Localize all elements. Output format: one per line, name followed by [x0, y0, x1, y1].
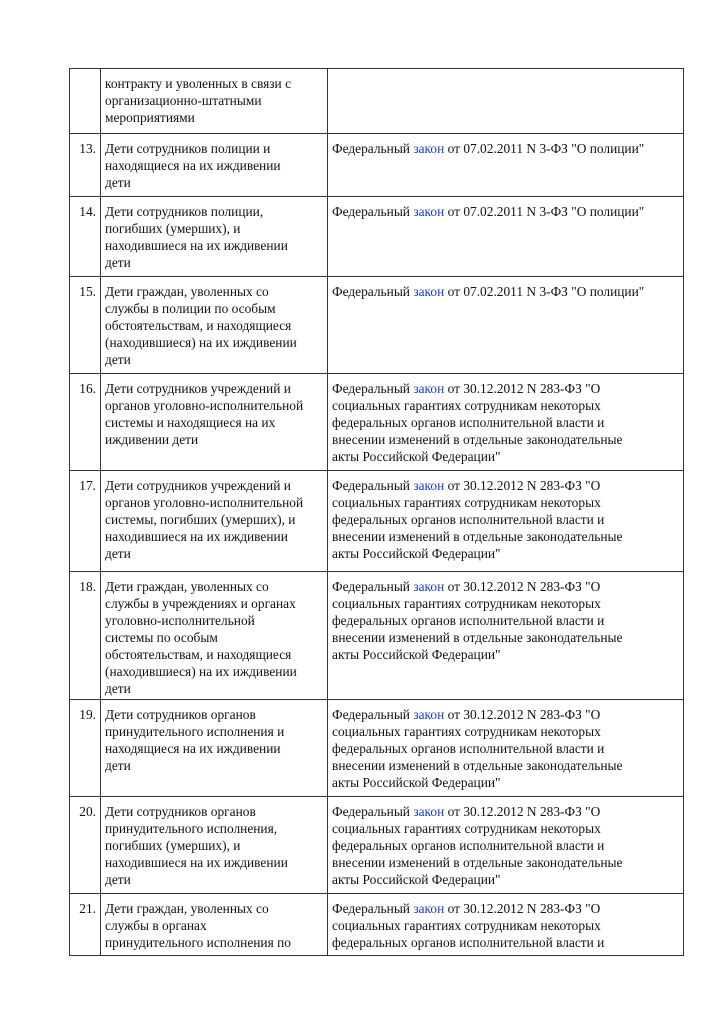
law-suffix: от 30.12.2012 N 283-ФЗ "О социальных гарантиях сотрудникам некоторых федеральных органов исполнительной власти и внесении изменений в отдельные законодательные акты Российской Федерации"	[332, 804, 623, 887]
benefits-table	[69, 68, 684, 956]
table-row	[70, 700, 684, 797]
category-cell: Дети сотрудников полиции, погибших (умерших), и находившиеся на их иждивении дети	[101, 197, 328, 277]
law-prefix: Федеральный	[332, 141, 414, 156]
table-row	[70, 69, 684, 134]
law-cell	[328, 471, 684, 572]
law-link[interactable]: закон	[413, 707, 445, 722]
law-suffix: от 30.12.2012 N 283-ФЗ "О социальных гарантиях сотрудникам некоторых федеральных органов исполнительной власти и внесении изменений в отдельные законодательные акты Российской Федерации"	[332, 707, 623, 790]
category-cell: Дети граждан, уволенных со службы в учреждениях и органах уголовно-исполнительной системы по особым обстоятельствам, и находящиеся (находившиеся) на их иждивении дети	[101, 572, 328, 700]
table-row	[70, 197, 684, 277]
table-row	[70, 134, 684, 197]
law-link[interactable]: закон	[413, 901, 445, 916]
row-number: 16.	[70, 374, 101, 471]
row-number: 20.	[70, 797, 101, 894]
row-number: 17.	[70, 471, 101, 572]
law-prefix: Федеральный	[332, 204, 414, 219]
law-suffix: от 30.12.2012 N 283-ФЗ "О социальных гарантиях сотрудникам некоторых федеральных органов исполнительной власти и внесении изменений в отдельные законодательные акты Российской Федерации"	[332, 478, 623, 561]
law-cell	[328, 797, 684, 894]
row-number: 14.	[70, 197, 101, 277]
law-cell	[328, 374, 684, 471]
law-suffix: от 07.02.2011 N 3-ФЗ "О полиции"	[444, 284, 645, 299]
law-prefix: Федеральный	[332, 579, 414, 594]
law-link[interactable]: закон	[413, 478, 445, 493]
law-cell	[328, 134, 684, 197]
category-cell: Дети сотрудников полиции и находящиеся на их иждивении дети	[101, 134, 328, 197]
law-suffix: от 30.12.2012 N 283-ФЗ "О социальных гарантиях сотрудникам некоторых федеральных органов исполнительной власти и	[332, 901, 605, 950]
table-row	[70, 572, 684, 700]
table-row	[70, 797, 684, 894]
row-number: 18.	[70, 572, 101, 700]
table-row	[70, 471, 684, 572]
category-cell: Дети сотрудников органов принудительного исполнения и находящиеся на их иждивении дети	[101, 700, 328, 797]
table-row	[70, 374, 684, 471]
law-cell	[328, 69, 684, 134]
law-prefix: Федеральный	[332, 284, 414, 299]
category-cell: Дети граждан, уволенных со службы в полиции по особым обстоятельствам, и находящиеся (находившиеся) на их иждивении дети	[101, 277, 328, 374]
law-cell	[328, 277, 684, 374]
category-cell: Дети сотрудников учреждений и органов уголовно-исполнительной системы и находящиеся на их иждивении дети	[101, 374, 328, 471]
law-link[interactable]: закон	[413, 804, 445, 819]
law-prefix: Федеральный	[332, 804, 414, 819]
category-cell: Дети сотрудников учреждений и органов уголовно-исполнительной системы, погибших (умерших), и находившиеся на их иждивении дети	[101, 471, 328, 572]
law-link[interactable]: закон	[413, 381, 445, 396]
law-link[interactable]: закон	[413, 579, 445, 594]
law-cell	[328, 572, 684, 700]
law-prefix: Федеральный	[332, 381, 414, 396]
table-row	[70, 894, 684, 956]
law-suffix: от 07.02.2011 N 3-ФЗ "О полиции"	[444, 204, 645, 219]
law-prefix: Федеральный	[332, 707, 414, 722]
law-link[interactable]: закон	[413, 284, 445, 299]
category-cell: контракту и уволенных в связи с организационно-штатными мероприятиями	[101, 69, 328, 134]
category-cell: Дети сотрудников органов принудительного исполнения, погибших (умерших), и находившиеся на их иждивении дети	[101, 797, 328, 894]
row-number: 21.	[70, 894, 101, 956]
law-cell	[328, 700, 684, 797]
law-prefix: Федеральный	[332, 901, 414, 916]
law-link[interactable]: закон	[413, 204, 445, 219]
row-number: 15.	[70, 277, 101, 374]
row-number: 13.	[70, 134, 101, 197]
law-suffix: от 30.12.2012 N 283-ФЗ "О социальных гарантиях сотрудникам некоторых федеральных органов исполнительной власти и внесении изменений в отдельные законодательные акты Российской Федерации"	[332, 579, 623, 662]
law-suffix: от 30.12.2012 N 283-ФЗ "О социальных гарантиях сотрудникам некоторых федеральных органов исполнительной власти и внесении изменений в отдельные законодательные акты Российской Федерации"	[332, 381, 623, 464]
law-cell	[328, 894, 684, 956]
law-link[interactable]: закон	[413, 141, 445, 156]
table-row	[70, 277, 684, 374]
law-prefix: Федеральный	[332, 478, 414, 493]
law-suffix: от 07.02.2011 N 3-ФЗ "О полиции"	[444, 141, 645, 156]
law-cell	[328, 197, 684, 277]
category-cell: Дети граждан, уволенных со службы в органах принудительного исполнения по	[101, 894, 328, 956]
row-number: 19.	[70, 700, 101, 797]
row-number	[70, 69, 101, 134]
